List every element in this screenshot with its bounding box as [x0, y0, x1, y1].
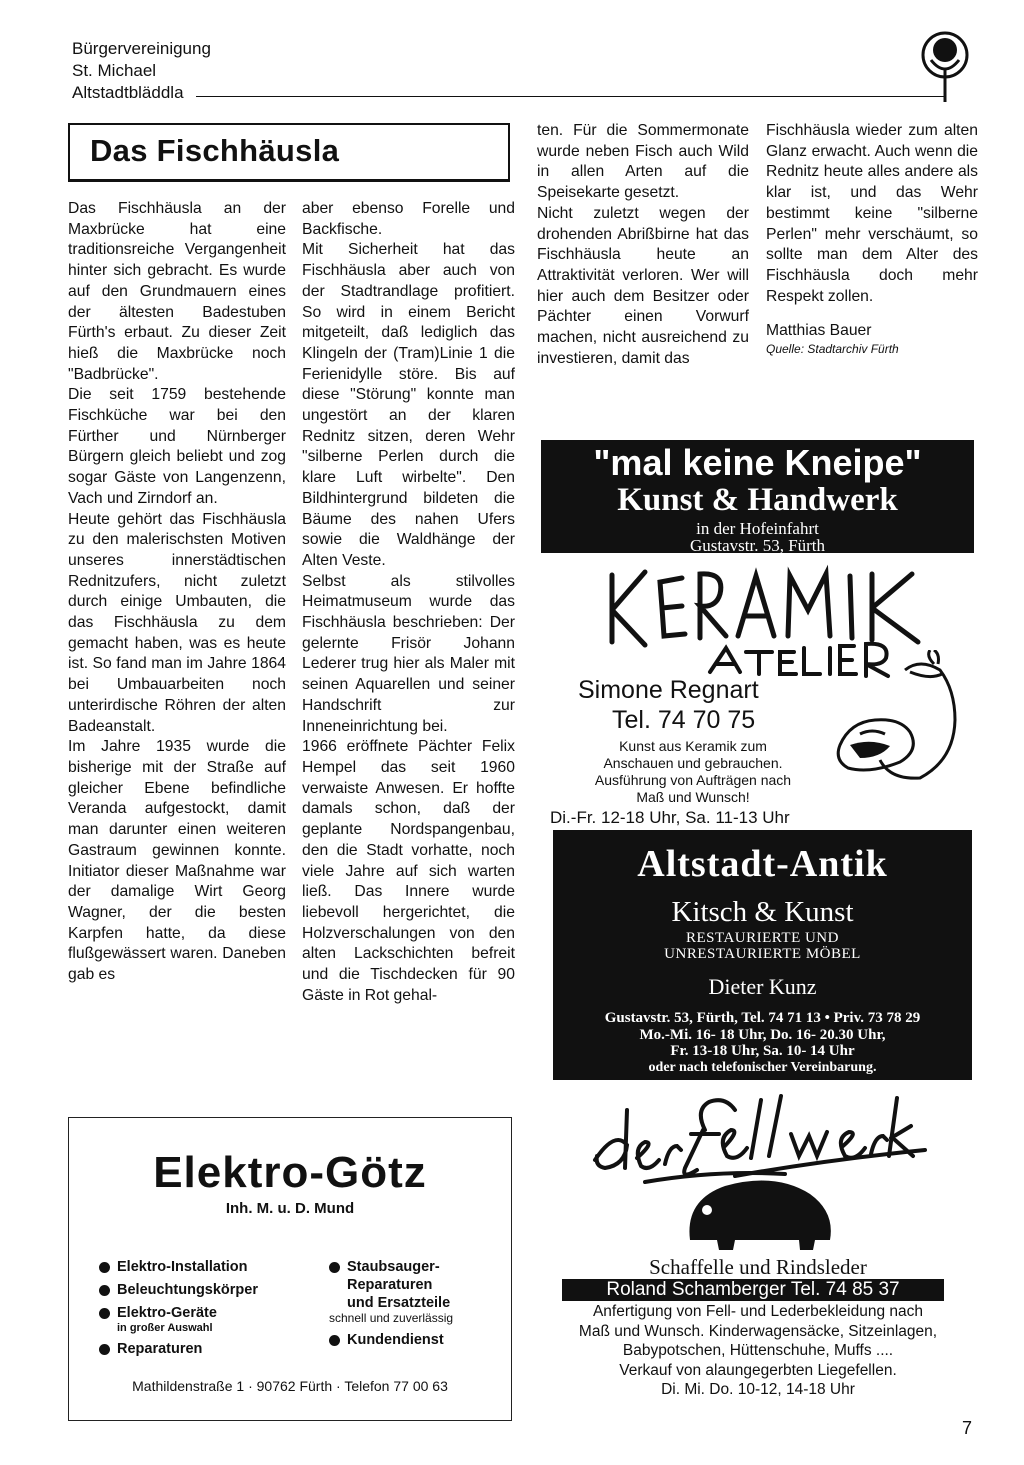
- ad-kneipe-description: [548, 738, 838, 806]
- paragraph: Nicht zuletzt wegen der drohenden Abrißbirne hat das Fischhäusla heute an Attraktivität verloren. Wer will hier auch dem Besitzer oder Pächter einen Vorwurf machen, nicht ausreichend zu investieren, damit das: [537, 204, 749, 367]
- service-item-continued: und Ersatzteile: [347, 1295, 451, 1311]
- article-column-2: [302, 199, 515, 1006]
- service-item: Elektro-Installation: [99, 1258, 309, 1276]
- ad-fellwerker-text-line: Maß und Wunsch. Kinderwagensäcke, Sitzeinlagen,: [578, 1322, 938, 1340]
- ad-altstadt-line-2: UNRESTAURIERTE MÖBEL: [664, 946, 861, 962]
- ad-fellwerker-text-line: Verkauf von alaungegerbten Liegefellen.: [619, 1361, 897, 1379]
- article-title-box: [68, 123, 510, 182]
- service-item-continued: Reparaturen: [347, 1277, 433, 1293]
- ad-altstadt-owner: Dieter Kunz: [708, 974, 817, 999]
- ad-fellwerker-text-line: Babypotschen, Hüttenschuhe, Muffs ....: [622, 1342, 894, 1359]
- article-title: Das Fischhäusla: [90, 133, 340, 168]
- ad-elektro-goetz: [68, 1117, 512, 1421]
- service-item: Reparaturen: [99, 1340, 309, 1358]
- header-line-3: Altstadtbläddla: [72, 83, 184, 102]
- header-line-2: St. Michael: [72, 61, 157, 80]
- ad-kneipe-address: Gustavstr. 53, Fürth: [689, 536, 826, 555]
- article-source: Quelle: Stadtarchiv Fürth: [766, 342, 899, 357]
- paragraph: Das Fischhäusla an der Maxbrücke hat eine traditionsreiche Vergangenheit hinter sich gebracht. Es wurde auf den Grundmauern eines der ältesten Badestuben Fürth's erbaut. Zu dieser Zeit hieß die Maxbrücke noch "Badbrücke".: [68, 200, 286, 383]
- ad-kneipe-text-line: Ausführung von Aufträgen nach: [594, 772, 792, 788]
- service-item: Elektro-Geräte: [99, 1304, 309, 1322]
- ad-elektro-title: Elektro-Götz: [153, 1148, 427, 1197]
- ad-fellwerker-text-line: Anfertigung von Fell- und Lederbekleidung nach: [592, 1303, 924, 1320]
- ad-kneipe-location: in der Hofeinfahrt: [696, 519, 819, 538]
- ad-altstadt-subtitle: Kitsch & Kunst: [671, 896, 854, 928]
- ceramic-pot-illustration-icon: [830, 650, 970, 790]
- paragraph: Selbst als stilvolles Heimatmuseum wurde das Fischhäusla beschrieben: Der gelernte Frisör Johann Lederer trug hier als Maler mit seinen Aquarellen und seiner Handschrift zur Inneneinrichtung bei.: [302, 572, 515, 735]
- article-column-1: [68, 199, 286, 986]
- ad-kneipe-text-line: Kunst aus Keramik zum: [619, 738, 767, 754]
- paragraph: 1966 eröffnete Pächter Felix Hempel das seit 1960 verwaiste Anwesen. Er hoffte damals schon, daß der geplante Nordspangenbau, den die Stadt vorhatte, noch viele Jahre auf sich warten ließ. Das Innere wurde liebevoll hergerichtet, die Holzverschalungen von den alten Lackschichten befreit und die Tischdecken für 90 Gäste in Rot gehal-: [302, 738, 515, 1004]
- ad-elektro-services-right: [329, 1258, 499, 1349]
- ad-altstadt-hours-2: Fr. 13-18 Uhr, Sa. 10- 14 Uhr: [670, 1043, 855, 1059]
- ad-elektro-address: Mathildenstraße 1 · 90762 Fürth · Telefon 77 00 63: [132, 1378, 448, 1394]
- paragraph: aber ebenso Forelle und Backfische.: [302, 200, 515, 238]
- ad-altstadt-antik: [553, 830, 972, 1080]
- fellwerker-logo-icon: [585, 1090, 930, 1255]
- publisher-header: [72, 38, 211, 104]
- ad-altstadt-address: Gustavstr. 53, Fürth, Tel. 74 71 13 • Priv. 73 78 29: [604, 1010, 921, 1026]
- ad-fellwerker-contact-bar: Roland Schamberger Tel. 74 85 37: [562, 1279, 944, 1301]
- ad-kneipe-text-line: Anschauen und gebrauchen.: [603, 755, 783, 771]
- ad-fellwerker-subtitle: Schaffelle und Rindsleder: [649, 1255, 867, 1279]
- association-logo-icon: [920, 30, 970, 104]
- paragraph: Heute gehört das Fischhäusla zu den malerischsten Motiven unseres innerstädtischen Rednitzufers, nicht zuletzt durch einige Umbauten, die das Fischhäusla zu dem gemacht haben, was es heute ist. So fand man im Jahre 1864 bei Umbauarbeiten noch unterirdische Röhren der alten Badeanstalt.: [68, 510, 286, 735]
- article-column-4: [766, 121, 978, 356]
- ad-kneipe-phone: Tel. 74 70 75: [612, 706, 756, 734]
- ad-fellwerker-description: [546, 1302, 970, 1400]
- paragraph: Mit Sicherheit hat das Fischhäusla aber auch von der Stadtrandlage profitiert. So wird in einem Bericht mitgeteilt, daß lediglich das Klingeln der (Tram)Linie 1 die Ferienidylle störe. Bis auf diese "Störung" konnte man ungestört an der klaren Rednitz sitzen, deren Wehr "silberne Perlen durch die klare Luft wirbelte". Den Bildhintergrund bildeten die Bäume des nahen Ufers sowie die Waldhänge der Alten Veste.: [302, 241, 515, 569]
- ad-elektro-owner: Inh. M. u. D. Mund: [225, 1200, 355, 1217]
- ad-altstadt-line-1: RESTAURIERTE UND: [686, 930, 839, 946]
- paragraph: ten. Für die Sommermonate wurde neben Fisch auch Wild in allen Arten auf die Speisekarte gesetzt.: [537, 122, 749, 202]
- paragraph: Im Jahre 1935 wurde die bisherige mit der Straße auf gleicher Ebene befindliche Veranda aufgestockt, damit man darunter einen weiteren Gastraum gewinnen konnte. Initiator dieser Maßnahme war der damalige Wirt Georg Wagner, der die besten Karpfen hatte, da diese flußgewässert waren. Daneben gab es: [68, 738, 286, 984]
- ad-altstadt-hours-3: oder nach telefonischer Vereinbarung.: [648, 1060, 877, 1075]
- ad-altstadt-title: Altstadt-Antik: [637, 843, 888, 885]
- article-column-3: [537, 121, 749, 369]
- header-line-1: Bürgervereinigung: [72, 39, 211, 58]
- page-number: 7: [962, 1418, 973, 1438]
- service-item: Beleuchtungskörper: [99, 1281, 309, 1299]
- ad-elektro-services-left: [99, 1258, 309, 1358]
- ad-kneipe-hours: Di.-Fr. 12-18 Uhr, Sa. 11-13 Uhr: [550, 808, 790, 827]
- header-rule: [196, 96, 946, 97]
- paragraph: Die seit 1759 bestehende Fischküche war bei den Fürther und Nürnberger Bürgern gleich beliebt und zog sogar Gäste von Langenzenn, Vach und Zirndorf an.: [68, 386, 286, 507]
- ad-kneipe-banner: [541, 440, 974, 553]
- ad-kneipe-subheadline: Kunst & Handwerk: [617, 482, 898, 518]
- ad-fellwerker-hours: Di. Mi. Do. 10-12, 14-18 Uhr: [661, 1381, 855, 1398]
- service-item: Staubsauger-: [329, 1258, 499, 1276]
- service-item-note: in großer Auswahl: [117, 1322, 213, 1334]
- ad-kneipe-text-line: Maß und Wunsch!: [636, 789, 750, 805]
- ad-kneipe-name: Simone Regnart: [578, 676, 759, 704]
- ad-kneipe-headline: "mal keine Kneipe": [593, 442, 922, 483]
- paragraph: Fischhäusla wieder zum alten Glanz erwacht. Auch wenn die Rednitz heute alles andere als klar ist, und das Wehr bestimmt keine "silberne Perlen" mehr verschäumt, so sollte man dem Alter des Fischhäusla doch mehr Respekt zollen.: [766, 122, 978, 305]
- ad-altstadt-hours-1: Mo.-Mi. 16- 18 Uhr, Do. 16- 20.30 Uhr,: [639, 1027, 886, 1043]
- service-item-note: schnell und zuverlässig: [329, 1311, 454, 1325]
- article-author: Matthias Bauer: [766, 322, 872, 340]
- service-item: Kundendienst: [329, 1331, 499, 1349]
